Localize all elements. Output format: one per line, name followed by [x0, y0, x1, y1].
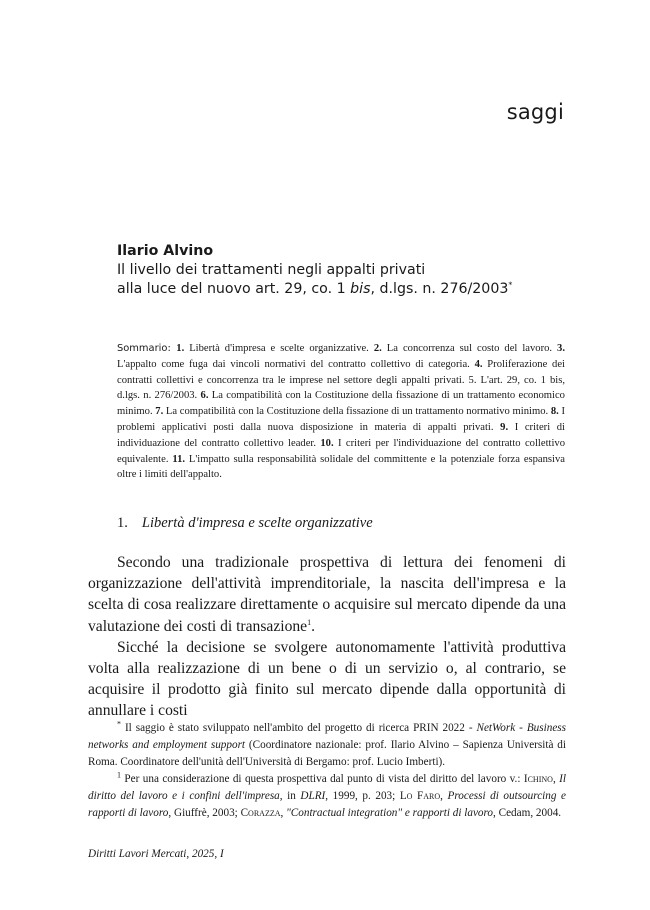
author-name: Ilario Alvino: [117, 243, 214, 259]
summary-item-1: Libertà d'impresa e scelte organizzative.: [184, 343, 374, 354]
footnotes: [88, 720, 566, 821]
summary-num-2: 2.: [373, 343, 382, 354]
paragraph-1: [88, 552, 566, 637]
footnote-1-title-1: Il diritto del lavoro e i confini dell'impresa: [88, 772, 566, 802]
footnote-star-text-c: (Coordinatore nazionale: prof. Ilario Alvino – Sapienza Università di Roma. Coordinatore dell'unità dell'Università di Bergamo: prof. Lucio Imberti).: [88, 738, 567, 768]
footnote-1-author-ichino: Ichino: [523, 772, 553, 785]
summary-item-4: Proliferazione dei contratti collettivi e concorrenza tra le imprese nel settore degli appalti privati. 5. L'art. 29, co. 1 bis, d.lgs. n. 276/2003.: [117, 358, 565, 402]
summary-num-9: 9.: [500, 421, 509, 433]
paragraph-1-text: Secondo una tradizionale prospettiva di lettura dei fenomeni di organizzazione dell'attività imprenditoriale, la nascita dell'impresa e la scelta di cosa realizzare direttamente o acquisire sul mercato dipende da una valutazione dei costi di transazione: [88, 554, 566, 635]
section-heading-text: Libertà d'impresa e scelte organizzative: [141, 515, 373, 531]
footnote-1-sep-2: ,: [440, 789, 448, 802]
summary-item-2: La concorrenza sul costo del lavoro.: [381, 343, 558, 354]
footnote-1-publisher-1: , Giuffrè, 2003;: [168, 806, 241, 819]
summary-item-3: L'appalto come fuga dai vincoli normativi del contratto collettivo di categoria.: [117, 358, 475, 370]
summary-num-8: 8.: [550, 406, 559, 418]
footnote-1-author-corazza: Corazza: [240, 806, 281, 819]
summary-item-8: I problemi applicativi posti dalla nuova disposizione in materia di appalti privati.: [117, 406, 565, 433]
section-heading-number: 1.: [117, 515, 128, 531]
body-text: [88, 552, 566, 722]
article-title-line-2: [117, 280, 577, 299]
footnote-1-mark: 1: [117, 769, 121, 779]
footnote-star-project: NetWork - Business networks and employment support: [88, 722, 566, 751]
title-text: alla luce del nuovo art. 29, co. 1: [117, 281, 351, 297]
summary-num-6: 6.: [200, 390, 209, 402]
summary-num-11: 11.: [172, 453, 186, 465]
footnote-1: [88, 771, 566, 822]
footnote-1-year: , 1999, p. 203;: [325, 789, 400, 802]
footnote-1-title-2: Processi di outsourcing e rapporti di lavoro: [88, 789, 566, 819]
footnote-star-text-a: Il saggio è stato sviluppato nell'ambito del progetto di ricerca PRIN 2022 -: [121, 722, 477, 734]
title-text-end: , d.lgs. n. 276/2003: [370, 281, 509, 297]
summary: [117, 341, 565, 483]
footnote-1-sep-3: ,: [280, 806, 287, 819]
summary-item-10: I criteri per l'individuazione del contratto collettivo equivalente.: [117, 437, 565, 465]
summary-num-1: 1.: [176, 343, 185, 354]
summary-item-6: La compatibilità con la Costituzione della fissazione di un trattamento economico minimo.: [117, 390, 565, 418]
summary-item-9: I criteri di individuazione del contratto collettivo leader.: [117, 421, 565, 449]
summary-label: Sommario:: [117, 343, 177, 354]
section-label: saggi: [506, 100, 564, 124]
summary-item-7: La compatibilità con la Costituzione della fissazione di un trattamento normativo minimo.: [163, 406, 551, 418]
title-bis: bis: [350, 281, 371, 297]
footnote-1-title-3: "Contractual integration" e rapporti di lavoro: [286, 806, 494, 819]
footnote-1-sep-1: ,: [552, 772, 560, 785]
section-heading: [117, 515, 373, 532]
footnote-1-author-lofaro: Lo Faro: [399, 789, 441, 802]
summary-num-3: 3.: [557, 343, 565, 354]
article-header: [117, 242, 577, 299]
summary-num-10: 10.: [320, 437, 334, 449]
title-footnote-mark[interactable]: *: [508, 280, 513, 290]
paragraph-2: Sicché la decisione se svolgere autonomamente l'attività produttiva volta alla realizzazione di un bene o di un servizio o, al contrario, se acquisire il prodotto già finito sul mercato dipende dalla opportunità di annullare i costi: [88, 638, 566, 720]
footnote-star-mark: *: [117, 719, 121, 729]
summary-item-11: L'impatto sulla responsabilità solidale del committente e la potenziale forza espansiva oltre i limiti dell'appalto.: [117, 453, 565, 481]
journal-reference: Diritti Lavori Mercati, 2025, I: [88, 848, 224, 860]
footnote-1-in: , in: [279, 789, 301, 802]
footnote-1-publisher-2: , Cedam, 2004.: [493, 806, 562, 819]
footnote-1-text-a: Per una considerazione di questa prospettiva dal punto di vista del diritto del lavoro v.:: [121, 772, 524, 785]
paragraph-1-end: .: [311, 617, 316, 635]
footnote-star: [88, 720, 566, 771]
article-title-line-1: Il livello dei trattamenti negli appalti privati: [117, 262, 426, 278]
footnote-ref-1[interactable]: 1: [307, 617, 312, 627]
footnote-1-journal: DLRI: [300, 789, 326, 802]
summary-num-4: 4.: [474, 358, 483, 370]
summary-num-7: 7.: [155, 406, 164, 418]
